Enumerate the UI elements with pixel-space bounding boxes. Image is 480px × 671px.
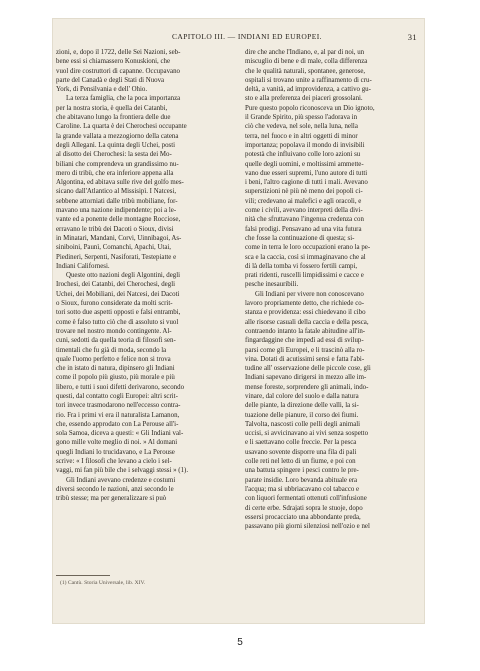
paragraph: La terza famiglia, che la poca importanza per la nostra storia, è quella dei Catanbi, che abitavano lungo la frontiera delle due Caroline. La quarta è dei Cherochesi occupante la grande vallata a mezzogiorno della catena degli Alleganì. La quinta degli Uchei, posti al disotto dei Cherochesi: la sesta dei Mo- biliani che comprendeva un grandissimo nu- mero di tribù, che era inferiore appena alla Algontina, ed abitava sulle rive del golfo mes- sicano dall'Atlantico al Missisipì. I Natcesi, sebbene attorniati dalle tribù mobiliane, for- mavano una nazione indipendente; poi a le- vante ed a ponente delle montagne Rocciose, erravano le tribù dei Dacoti o Sioux, divisi in Minatari, Mandani, Corvi, Uinnibagoi, As- siniboini, Paunì, Comanchi, Apachi, Utai, Piedineri, Serpenti, Nasiforati, Testepiatte e Indiani Californesi. bbox=[56, 95, 187, 270]
paragraph: zioni, e, dopo il 1722, delle Sei Nazioni, seb- bene essi si chiamassero Konuskioni, che vuol dire costruttori di capanne. Occupavano parte del Canadà e degli Stati di Nuova York, di Pensilvania e dell' Ohio. bbox=[56, 49, 181, 94]
page-number: 31 bbox=[407, 32, 417, 42]
paragraph: Queste otto nazioni degli Algontini, degli Irochesi, dei Catanbi, dei Cherochesi, degli Uchei, dei Mobiliani, dei Natcesi, dei Dacoti o Sioux, furono considerate da molti scrit- tori sotto due aspetti opposti e falsi entrambi, come è falso tutto ciò che di assoluto si vuol trovare nel nostro mondo contingente. Al- cuni, sedotti da quella teoria di filosofi sen- timentali che fu già di moda, secondo la quale l'uomo perfetto e felice non si trova che in istato di natura, dipinsero gli Indiani come il popolo più giusto, più morale e più libero, e tutti i suoi difetti derivarono, secondo questi, dal contatto cogli Europei: altri scrit- tori invece trasmodarono nell'eccesso contra- rio. Fra i primi vi era il naturalista Lamanon, che, essendo approdato con La Perouse all'i- sola Samoa, diceva a questi: « Gli Indiani val- gono mille volte meglio di noi. » Al domani quegli Indiani lo trucidavano, e La Perouse scrive: « I filosofi che levano a cielo i sel- vaggi, mi fan più bile che i selvaggi stessi » (1). bbox=[56, 272, 189, 475]
footnote-divider bbox=[56, 575, 110, 576]
paragraph: Gli Indiani avevano credenze e costumi diversi secondo le nazioni, anzi secondo le tribù stesse; ma per generalizzare si può bbox=[56, 476, 176, 503]
footnote: (1) Cantù. Storia Universale, lib. XIV. bbox=[60, 580, 146, 586]
right-column bbox=[245, 48, 420, 531]
left-column bbox=[56, 48, 231, 504]
book-page bbox=[52, 18, 425, 624]
paragraph: dire che anche l'Indiano, e, al par di noi, un miscuglio di bene e di male, colla differenza che le qualità naturali, spontanee, generose, ospitali si trovano unite a raffinamento di cru- deltà, a vanità, ad improvidenza, a cattivo gu- sto e alla preferenza dei piaceri grossolani. Pure questo popolo riconosceva un Dio ignoto, il Grande Spirito, più spesso l'adorava in ciò che vedeva, nel sole, nella luna, nella terra, nel fuoco e in altri oggetti di minor importanza; popolava il mondo di invisibili potestà che influivano colle loro azioni su quelle degli uomini, e moltissimi ammette- vano due esseri supremi, l'uno autore di tutti i beni, l'altro cagione di tutti i mali. Avevano superstizioni nè più nè meno dei popoli ci- vili; credevano ai malefici e agli oracoli, e come i civili, avevano interpreti della divi- nità che sfruttavano l'ingenua credenza con falsi prodigi. Pensavano ad una vita futura che fosse la continuazione di questa; si- come in terra le loro occupazioni erano la pe- sca e la caccia, così si immaginavano che al di là della tomba vi fossero fertili campi, prati ridenti, ruscelli limpidissimi e cacce e pesche inesauribili. bbox=[245, 49, 375, 289]
running-title: CAPITOLO III. — INDIANI ED EUROPEI. bbox=[172, 32, 322, 41]
paragraph: Gli Indiani per vivere non conoscevano lavoro propriamente detto, che richiede co- stanza e providenza: essi chiedevano il cibo alle risorse casuali della caccia e della pesca, contraendo intanto la fatale abitudine all'in- fingardaggine che impedì ad essi di svilup- parsi come gli Europei, e li trascinò alla ro- vina. Dotati di acutissimi sensi e fatta l'abi- tudine all' osservazione delle piccole cose, gli Indiani sapevano dirigersi in mezzo alle im- mense foreste, sorprendere gli animali, indo- vinare, dal colore del suolo e dalla natura delle piante, la direzione delle valli, la si- tuazione delle pianure, il corso dei fiumi. Talvolta, nascosti colle pelli degli animali uccisi, si avvicinavano ai vivi senza sospetto e li saettavano colle freccie. Per la pesca usavano sovente disporre una fila di pali colle reti nel letto di un fiume, e poi con una battuta spingere i pesci contro le pre- parate insidie. Loro bevanda abituale era l'acqua; ma si ubbriacavano col tabacco e con liquori fermentati ottenuti coll'infusione di certe erbe. Sdrajati sopra le stuoje, dopo essersi procacciato una abbondante preda, passavano più giorni silenziosi nell'ozio e nel bbox=[245, 290, 371, 531]
page-header bbox=[58, 32, 417, 44]
scan-page-number: 5 bbox=[237, 637, 243, 648]
